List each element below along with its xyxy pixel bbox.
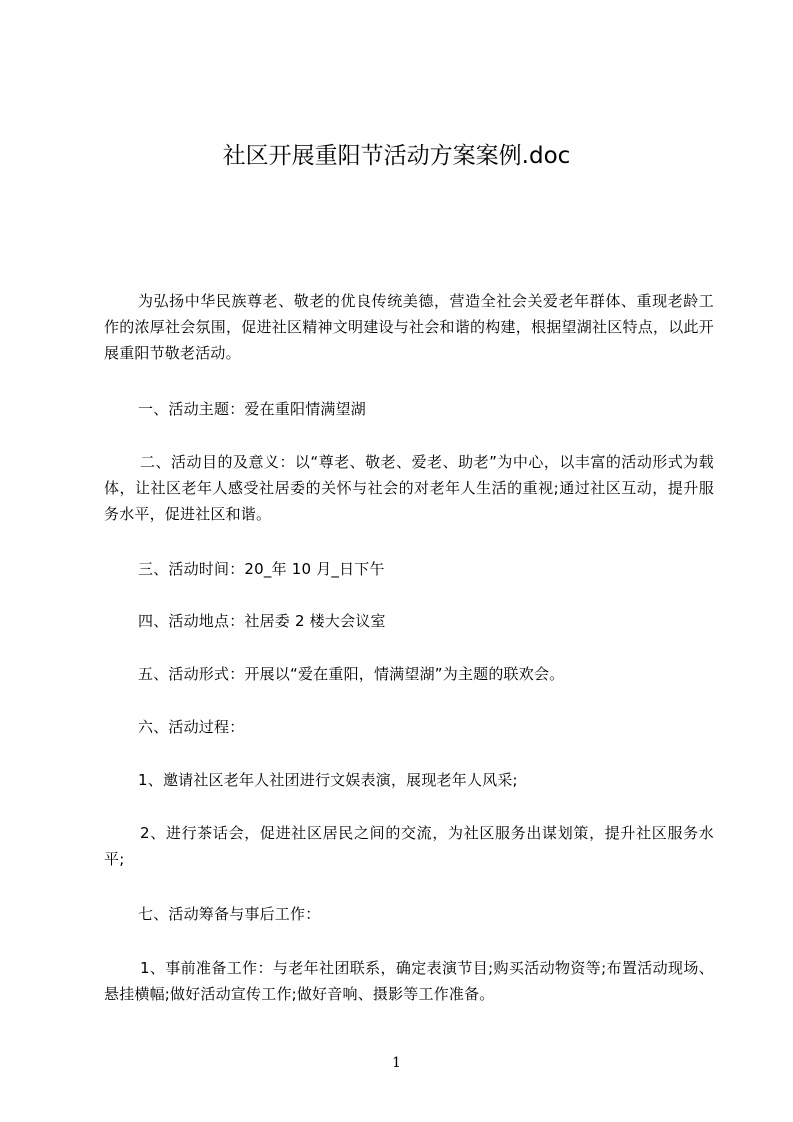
section-format: 五、活动形式：开展以“爱在重阳，情满望湖”为主题的联欢会。 <box>138 665 565 683</box>
section-process: 六、活动过程： <box>138 718 245 736</box>
section-preparation: 七、活动筹备与事后工作： <box>138 905 321 923</box>
section-location: 四、活动地点：社居委 2 楼大会议室 <box>138 612 386 630</box>
process-item-2: 2、进行茶话会，促进社区居民之间的交流，为社区服务出谋划策，提升社区服务水平; <box>104 824 714 868</box>
process-item-1: 1、邀请社区老年人社团进行文娱表演，展现老年人风采; <box>138 771 518 789</box>
intro-paragraph: 为弘扬中华民族尊老、敬老的优良传统美德，营造全社会关爱老年群体、重现老龄工作的浓厚社会氛围，促进社区精神文明建设与社会和谐的构建，根据望湖社区特点，以此开展重阳节敬老活动。 <box>104 292 714 362</box>
preparation-item-1: 1、事前准备工作：与老年社团联系，确定表演节目;购买活动物资等;布置活动现场、悬挂横幅;做好活动宣传工作;做好音响、摄影等工作准备。 <box>104 959 714 1003</box>
section-purpose: 二、活动目的及意义：以“尊老、敬老、爱老、助老”为中心，以丰富的活动形式为载体，让社区老年人感受社居委的关怀与社会的对老年人生活的重视;通过社区互动，提升服务水平，促进社区和谐。 <box>104 453 714 523</box>
document-title: 社区开展重阳节活动方案案例.doc <box>222 143 571 169</box>
section-theme: 一、活动主题：爱在重阳情满望湖 <box>138 400 367 418</box>
section-time: 三、活动时间：20_年 10 月_日下午 <box>138 560 385 578</box>
page-number: 1 <box>392 1055 401 1071</box>
